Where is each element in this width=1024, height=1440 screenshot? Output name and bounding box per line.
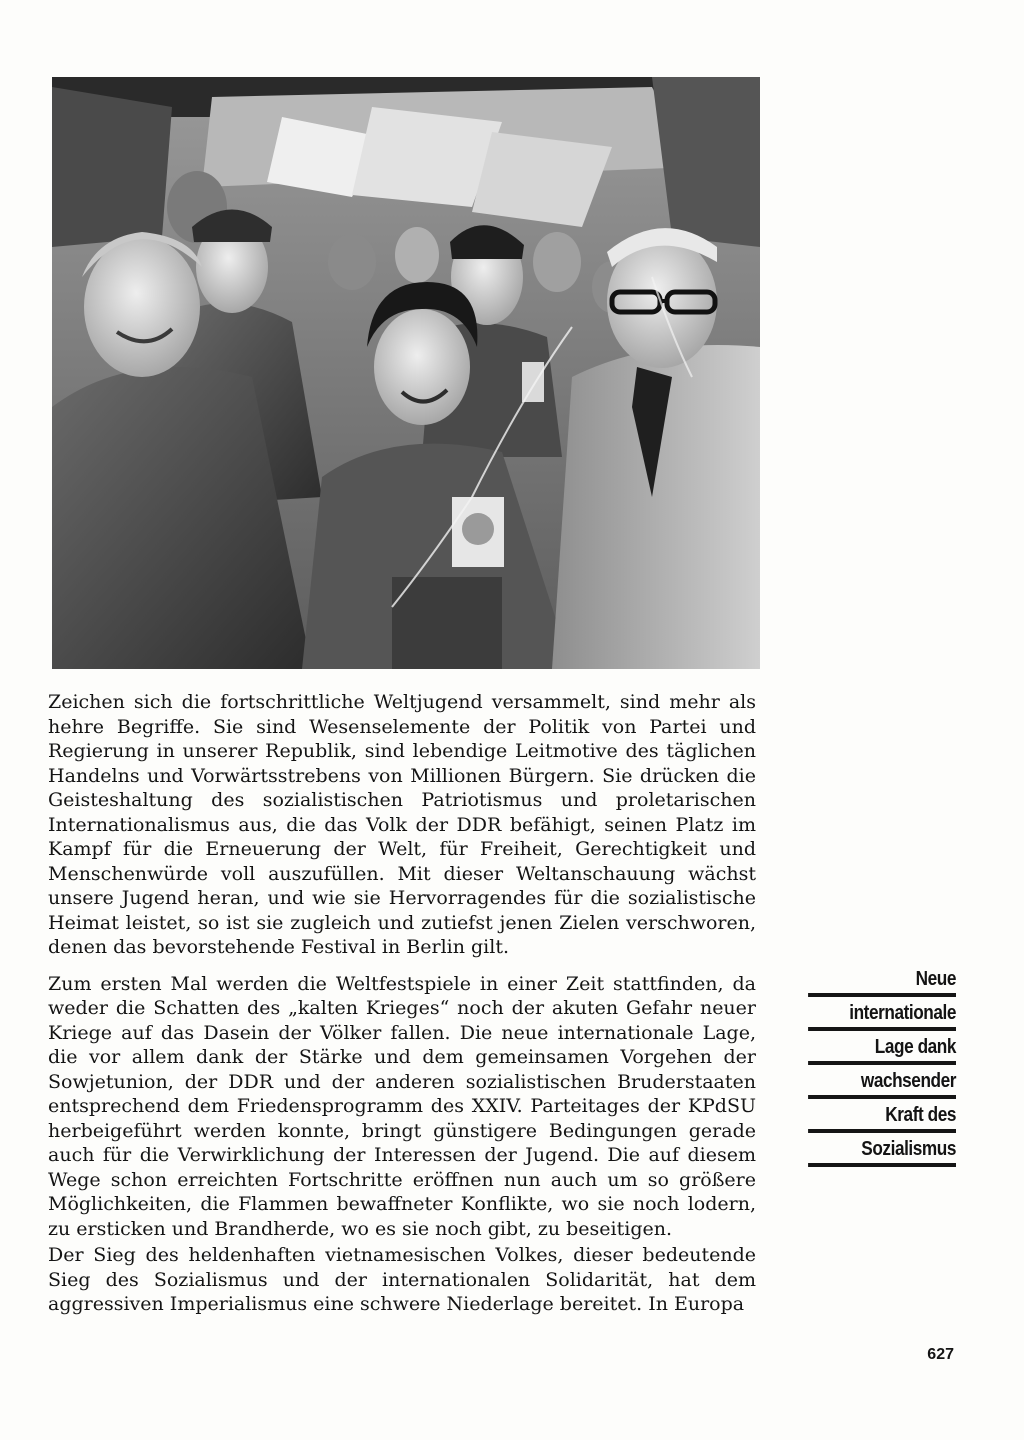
- margin-heading-line: Lage dank: [808, 1036, 956, 1065]
- photo-illustration: [52, 77, 760, 669]
- margin-heading-line: internationale: [808, 1002, 956, 1031]
- margin-heading-line: Neue: [808, 968, 956, 997]
- paragraph-2: Zum ersten Mal werden die Weltfestspiele in einer Zeit stattfinden, da weder die Schatten des „kalten Krieges“ noch der akuten Gefahr neuer Kriege auf das Dasein der Völker fallen. Die neue internationale Lage, die vor allem dank der Stärke und dem gemeinsamen Vorgehen der Sowjetunion, der DDR und der anderen sozialistischen Bruderstaaten entsprechend dem Friedensprogramm des XXIV. Parteitages der KPdSU herbeigeführt werden konnte, bringt günstigere Bedingungen gerade auch für die Verwirklichung der Interessen der Jugend. Die auf diesem Wege schon erreichten Fortschritte eröffnen nun auch um so größere Möglichkeiten, die Flammen bewaffneter Konflikte, wo sie noch lodern, zu ersticken und Brandherde, wo es sie noch gibt, zu beseitigen.: [48, 972, 756, 1240]
- news-photo: [52, 77, 760, 669]
- margin-heading-line: Sozialismus: [808, 1138, 956, 1167]
- margin-heading: [784, 968, 956, 1172]
- page-number: 627: [927, 1346, 954, 1363]
- margin-heading-line: Kraft des: [808, 1104, 956, 1133]
- margin-heading-line: wachsender: [808, 1070, 956, 1099]
- paragraph-1: Zeichen sich die fortschrittliche Weltjugend versammelt, sind mehr als hehre Begriffe. Sie sind Wesenselemente der Politik von Partei und Regierung in unserer Republik, sind lebendige Leitmotive des täglichen Handelns und Vorwärtsstrebens von Millionen Bürgern. Sie drücken die Geisteshaltung des sozialistischen Patriotismus und proletarischen Internationalismus aus, die das Volk der DDR befähigt, seinen Platz im Kampf für die Erneuerung der Welt, für Freiheit, Gerechtigkeit und Menschenwürde voll auszufüllen. Mit dieser Weltanschauung wächst unsere Jugend heran, und wie sie Hervorragendes für die sozialistische Heimat leistet, so ist sie zugleich und zutiefst jenen Zielen verschworen, denen das bevorstehende Festival in Berlin gilt.: [48, 691, 756, 958]
- paragraph-3: Der Sieg des heldenhaften vietnamesischen Volkes, dieser bedeutende Sieg des Sozialismus und der internationalen Solidarität, hat dem aggressiven Imperialismus eine schwere Niederlage bereitet. In Europa: [48, 1244, 756, 1315]
- article-body: [48, 690, 756, 1317]
